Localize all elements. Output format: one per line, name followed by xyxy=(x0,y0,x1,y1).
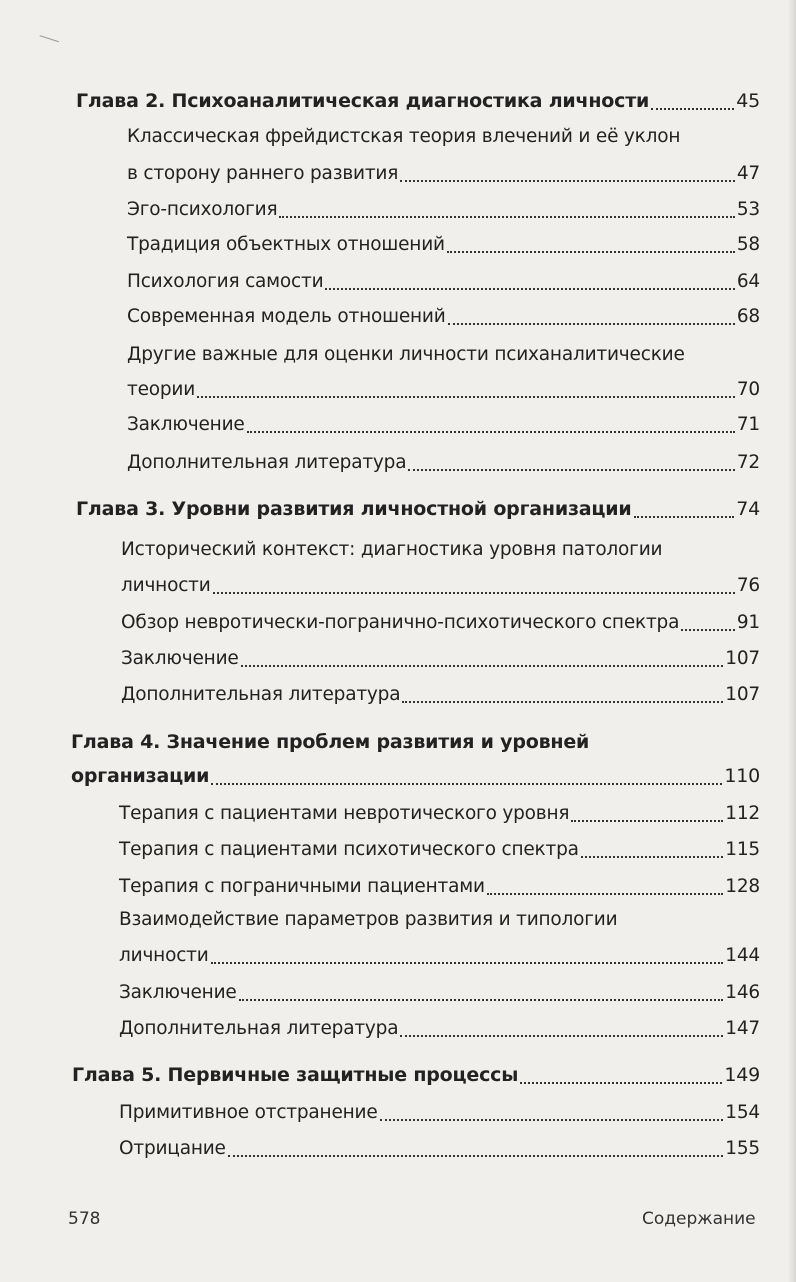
toc-section-row xyxy=(127,446,760,479)
page-number: 147 xyxy=(725,1018,760,1039)
toc-section-title: Заключение xyxy=(127,414,245,435)
dot-leader xyxy=(634,516,735,518)
page-number: 154 xyxy=(725,1102,760,1123)
toc-section-row xyxy=(119,976,760,1009)
toc-chapter-title: Глава 5. Первичные защитные процессы xyxy=(72,1064,519,1086)
dot-leader xyxy=(651,108,734,110)
toc-section-title: Терапия с пациентами невротического уровня xyxy=(119,803,570,824)
page-number: 76 xyxy=(736,575,760,596)
dot-leader xyxy=(241,665,724,667)
toc-section-row xyxy=(127,300,760,333)
dot-leader xyxy=(681,629,735,631)
page-number: 107 xyxy=(725,684,760,705)
toc-section-row xyxy=(127,265,760,298)
page-number: 72 xyxy=(736,452,760,473)
toc-section-title: Отрицание xyxy=(119,1138,226,1159)
scratch-mark xyxy=(37,35,59,50)
toc-section-row xyxy=(121,678,760,711)
toc-section-title: Обзор невротически-погранично-психотического спектра xyxy=(121,612,680,633)
toc-section-row xyxy=(127,228,760,261)
toc-chapter-title: Глава 3. Уровни развития личностной организации xyxy=(76,498,632,520)
toc-section-title: личности xyxy=(121,575,211,596)
page-number: 53 xyxy=(736,199,760,220)
toc-section-title: Современная модель отношений xyxy=(127,306,446,327)
dot-leader xyxy=(213,592,735,594)
toc-section-title: личности xyxy=(119,945,209,966)
toc-section-row xyxy=(119,797,760,830)
page-number: 68 xyxy=(736,306,760,327)
page-number: 64 xyxy=(736,271,760,292)
toc-section-title-line: Другие важные для оценки личности психаналитические xyxy=(127,344,685,365)
page-number: 58 xyxy=(736,234,760,255)
dot-leader xyxy=(228,1155,724,1157)
page-number: 578 xyxy=(68,1209,101,1229)
dot-leader xyxy=(448,323,735,325)
dot-leader xyxy=(325,288,734,290)
page-number: 45 xyxy=(736,90,760,112)
toc-section-row xyxy=(127,408,760,441)
toc-chapter-title: Глава 2. Психоаналитическая диагностика личности xyxy=(76,90,650,112)
toc-chapter-row xyxy=(71,760,760,793)
dot-leader xyxy=(239,999,724,1001)
toc-section-row xyxy=(121,569,760,602)
toc-section-row xyxy=(127,373,760,406)
dot-leader xyxy=(211,783,722,785)
toc-chapter-row xyxy=(76,493,760,526)
toc-section-row xyxy=(119,1096,760,1129)
dot-leader xyxy=(520,1082,722,1084)
page-number: 74 xyxy=(736,498,760,520)
page-number: 71 xyxy=(736,414,760,435)
toc-section-title: Дополнительная литература xyxy=(127,452,407,473)
page-number: 146 xyxy=(725,982,760,1003)
page-number: 128 xyxy=(725,876,760,897)
toc-section-row xyxy=(121,642,760,675)
toc-chapter-row xyxy=(72,1059,760,1092)
toc-section-title: Традиция объектных отношений xyxy=(127,234,445,255)
dot-leader xyxy=(487,893,723,895)
toc-section-title-line: Исторический контекст: диагностика уровня патологии xyxy=(121,539,663,560)
toc-section-title-line: Классическая фрейдистская теория влечений и её уклон xyxy=(127,126,681,147)
toc-section-title: Дополнительная литература xyxy=(119,1018,399,1039)
page-number: 112 xyxy=(725,803,760,824)
page-number: 107 xyxy=(725,648,760,669)
dot-leader xyxy=(402,701,723,703)
dot-leader xyxy=(408,469,735,471)
dot-leader xyxy=(380,1119,724,1121)
dot-leader xyxy=(581,856,724,858)
toc-section-title-line: Взаимодействие параметров развития и типологии xyxy=(119,909,618,930)
page-number: 144 xyxy=(725,945,760,966)
toc-section-row xyxy=(119,939,760,972)
toc-section-title: Примитивное отстранение xyxy=(119,1102,378,1123)
toc-section-title: Заключение xyxy=(119,982,237,1003)
dot-leader xyxy=(197,396,735,398)
dot-leader xyxy=(400,180,735,182)
dot-leader xyxy=(279,216,734,218)
toc-section-row xyxy=(119,833,760,866)
toc-section-title: Терапия с пограничными пациентами xyxy=(119,876,485,897)
toc-section-title: Терапия с пациентами психотического спектра xyxy=(119,839,579,860)
page-number: 47 xyxy=(736,163,760,184)
toc-section-row xyxy=(119,1132,760,1165)
toc-chapter-title: организации xyxy=(71,765,210,787)
page-edge xyxy=(788,0,796,1282)
toc-section-title: Дополнительная литература xyxy=(121,684,401,705)
toc-section-title: в сторону раннего развития xyxy=(127,163,399,184)
toc-section-title: теории xyxy=(127,379,196,400)
toc-section-title: Психология самости xyxy=(127,271,324,292)
toc-section-row xyxy=(119,1012,760,1045)
toc-chapter-title-line: Глава 4. Значение проблем развития и уровней xyxy=(71,731,590,753)
dot-leader xyxy=(247,431,735,433)
dot-leader xyxy=(447,251,735,253)
toc-section-row xyxy=(127,157,760,190)
page-number: 115 xyxy=(725,839,760,860)
toc-section-title: Эго-психология xyxy=(127,199,278,220)
dot-leader xyxy=(400,1035,723,1037)
toc-chapter-row xyxy=(76,85,760,118)
toc-section-row xyxy=(119,870,760,903)
toc-section-row xyxy=(127,193,760,226)
toc-section-row xyxy=(121,606,760,639)
page-number: 149 xyxy=(724,1064,760,1086)
page-number: 110 xyxy=(724,765,760,787)
running-title: Содержание xyxy=(642,1209,756,1229)
dot-leader xyxy=(211,962,724,964)
toc-section-title: Заключение xyxy=(121,648,239,669)
page-number: 70 xyxy=(736,379,760,400)
dot-leader xyxy=(571,820,723,822)
page-number: 155 xyxy=(725,1138,760,1159)
page-number: 91 xyxy=(736,612,760,633)
